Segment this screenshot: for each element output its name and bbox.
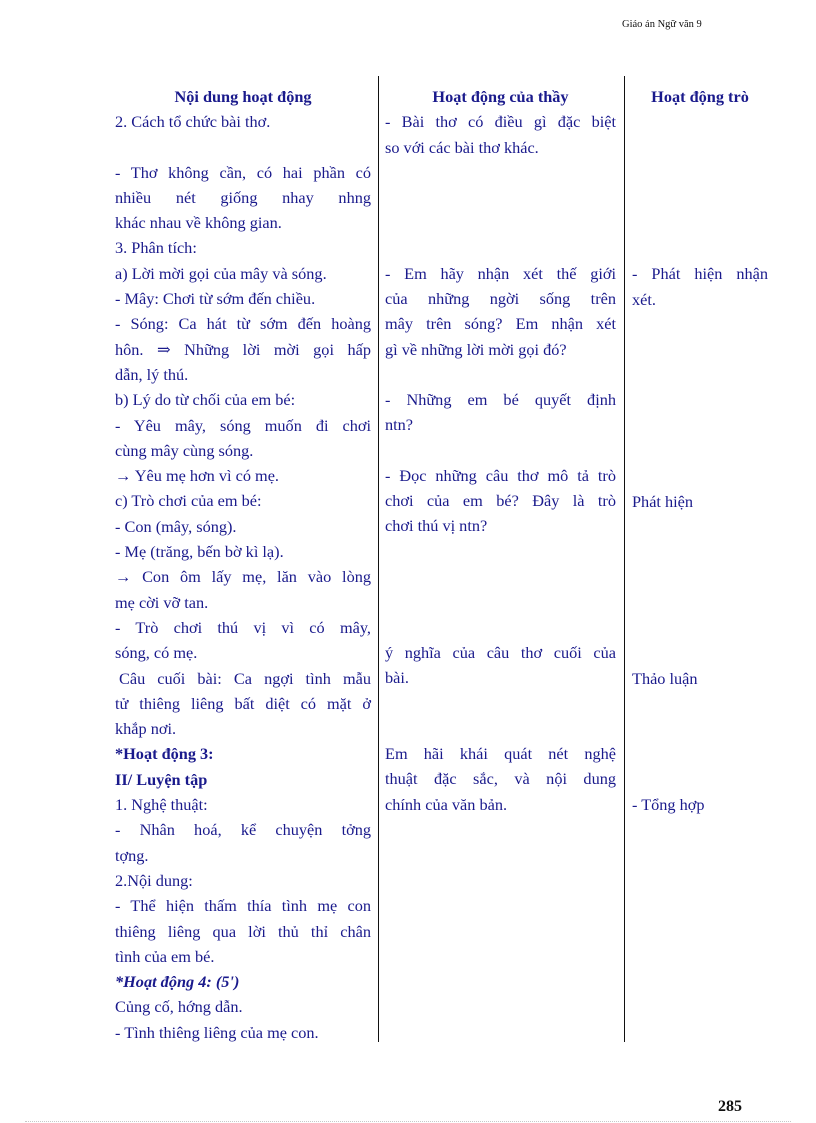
line: - Đọc những câu thơ mô tả trò	[385, 465, 616, 485]
teacher-column	[385, 84, 616, 817]
line: mây trên sóng? Em nhận xét	[385, 314, 616, 334]
line: thiêng liêng qua lời thủ thỉ chân	[115, 921, 371, 941]
line: tình của em bé.	[115, 946, 215, 966]
line: 1. Nghệ thuật:	[115, 795, 208, 815]
line: cùng mây cùng sóng.	[115, 440, 254, 460]
header-student: Hoạt động trò	[651, 87, 749, 106]
column-divider-1	[378, 76, 379, 1042]
line: II/ Luyện tập	[115, 769, 208, 789]
line: nhiều nét giống nhay nhng	[115, 187, 371, 207]
line: - Bài thơ có điều gì đặc biệt	[385, 112, 616, 132]
line: 3. Phân tích:	[115, 238, 197, 258]
line: Câu cuối bài: Ca ngợi tình mẫu	[119, 668, 371, 688]
line: - Phát hiện nhận	[632, 264, 768, 284]
line: *Hoạt động 3:	[115, 744, 214, 764]
line: - Mẹ (trăng, bến bờ kì lạ).	[115, 542, 284, 562]
line: ntn?	[385, 415, 414, 435]
footer-rule	[25, 1121, 791, 1122]
line: a) Lời mời gọi của mây và sóng.	[115, 263, 327, 283]
content-column	[115, 84, 371, 1045]
line: - Trò chơi thú vị vì có mây,	[115, 617, 371, 637]
line: c) Trò chơi của em bé:	[115, 491, 262, 511]
line: 2.Nội dung:	[115, 870, 193, 890]
line: xét.	[632, 289, 656, 309]
line: khác nhau về không gian.	[115, 213, 282, 233]
line: - Những em bé quyết định	[385, 390, 616, 410]
line: Em hãi khái quát nét nghệ	[385, 744, 616, 764]
line: b) Lý do từ chối của em bé:	[115, 390, 296, 410]
header-content: Nội dung hoạt động	[174, 87, 312, 106]
line: Củng cố, hớng dẫn.	[115, 997, 243, 1017]
column-divider-2	[624, 76, 625, 1042]
line: dẫn, lý thú.	[115, 364, 189, 384]
line: - Tình thiêng liêng của mẹ con.	[115, 1022, 319, 1042]
line: sóng, có mẹ.	[115, 643, 198, 663]
line: - Thể hiện thấm thía tình mẹ con	[115, 896, 371, 916]
line: - Sóng: Ca hát từ sớm đến hoàng	[115, 314, 371, 334]
line: chơi của em bé? Đây là trò	[385, 490, 616, 510]
student-column	[632, 84, 768, 818]
line: so với các bài thơ khác.	[385, 137, 539, 157]
line: chơi thú vị ntn?	[385, 516, 488, 536]
line: thuật đặc sắc, và nội dung	[385, 769, 616, 789]
line: - Em hãy nhận xét thế giới	[385, 263, 616, 283]
line: - Tổng hợp	[632, 795, 705, 815]
line: - Thơ không cần, có hai phần có	[115, 162, 371, 182]
line: - Mây: Chơi từ sớm đến chiều.	[115, 289, 316, 309]
line: 2. Cách tổ chức bài thơ.	[115, 112, 271, 132]
line: ý nghĩa của câu thơ cuối của	[385, 642, 616, 662]
line: - Yêu mây, sóng muốn đi chơi	[115, 415, 371, 435]
line: Thảo luận	[632, 669, 698, 689]
line: Phát hiện	[632, 491, 694, 511]
line: chính của văn bản.	[385, 794, 508, 814]
line: hôn. ⇒ Những lời mời gọi hấp	[115, 339, 371, 359]
line: gì về những lời mời gọi đó?	[385, 339, 567, 359]
line: của những ngời sống trên	[385, 289, 616, 309]
line: *Hoạt động 4: (5')	[115, 972, 240, 992]
page-number: 285	[718, 1098, 742, 1115]
page-header: Giáo án Ngữ văn 9	[622, 19, 702, 30]
line: bài.	[385, 667, 409, 687]
line: tợng.	[115, 845, 149, 865]
line: - Con (mây, sóng).	[115, 516, 237, 536]
header-teacher: Hoạt động của thầy	[432, 87, 569, 106]
line: - Nhân hoá, kể chuyện tởng	[115, 820, 371, 840]
line: mẹ cời vỡ tan.	[115, 592, 209, 612]
line: → Con ôm lấy mẹ, lăn vào lòng	[115, 567, 371, 587]
line: tử thiêng liêng bất diệt có mặt ở	[115, 693, 371, 713]
line: → Yêu mẹ hơn vì có mẹ.	[115, 466, 279, 486]
line: khắp nơi.	[115, 719, 177, 739]
